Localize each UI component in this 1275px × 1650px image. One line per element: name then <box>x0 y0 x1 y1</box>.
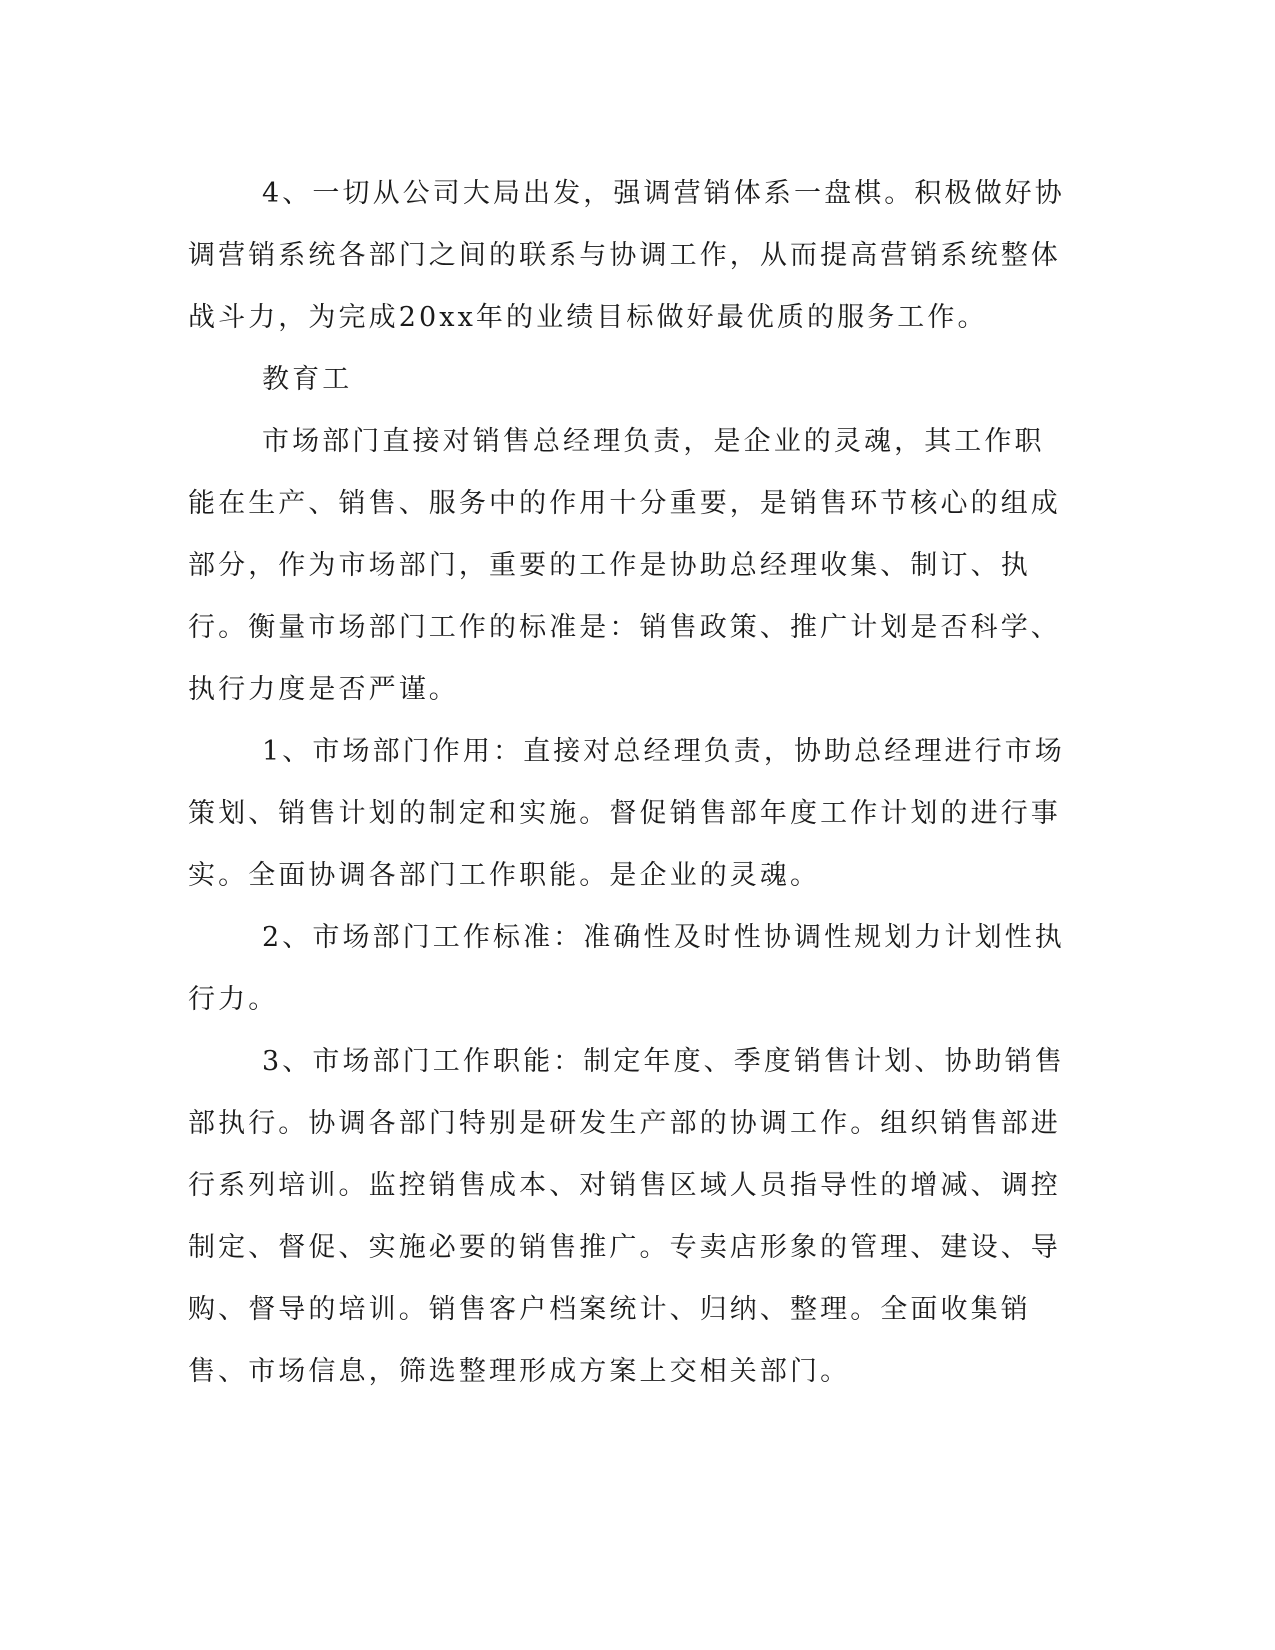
document-body <box>188 163 1068 1403</box>
paragraph-item-3-functions: 3、市场部门工作职能：制定年度、季度销售计划、协助销售部执行。协调各部门特别是研发生产部的协调工作。组织销售部进行系列培训。监控销售成本、对销售区域人员指导性的增减、调控制定、督促、实施必要的销售推广。专卖店形象的管理、建设、导购、督导的培训。销售客户档案统计、归纳、整理。全面收集销售、市场信息，筛选整理形成方案上交相关部门。 <box>188 1046 1065 1387</box>
paragraph-item-4: 4、一切从公司大局出发，强调营销体系一盘棋。积极做好协调营销系统各部门之间的联系与协调工作，从而提高营销系统整体战斗力，为完成20xx年的业绩目标做好最优质的服务工作。 <box>188 178 1065 333</box>
paragraph-item-2-standard: 2、市场部门工作标准：准确性及时性协调性规划力计划性执行力。 <box>188 922 1065 1015</box>
section-heading-education: 教育工 <box>262 364 353 395</box>
paragraph-market-department-intro: 市场部门直接对销售总经理负责，是企业的灵魂，其工作职能在生产、销售、服务中的作用十分重要，是销售环节核心的组成部分，作为市场部门，重要的工作是协助总经理收集、制订、执行。衡量市场部门工作的标准是：销售政策、推广计划是否科学、执行力度是否严谨。 <box>188 426 1061 705</box>
paragraph-item-1-role: 1、市场部门作用：直接对总经理负责，协助总经理进行市场策划、销售计划的制定和实施。督促销售部年度工作计划的进行事实。全面协调各部门工作职能。是企业的灵魂。 <box>188 736 1065 891</box>
